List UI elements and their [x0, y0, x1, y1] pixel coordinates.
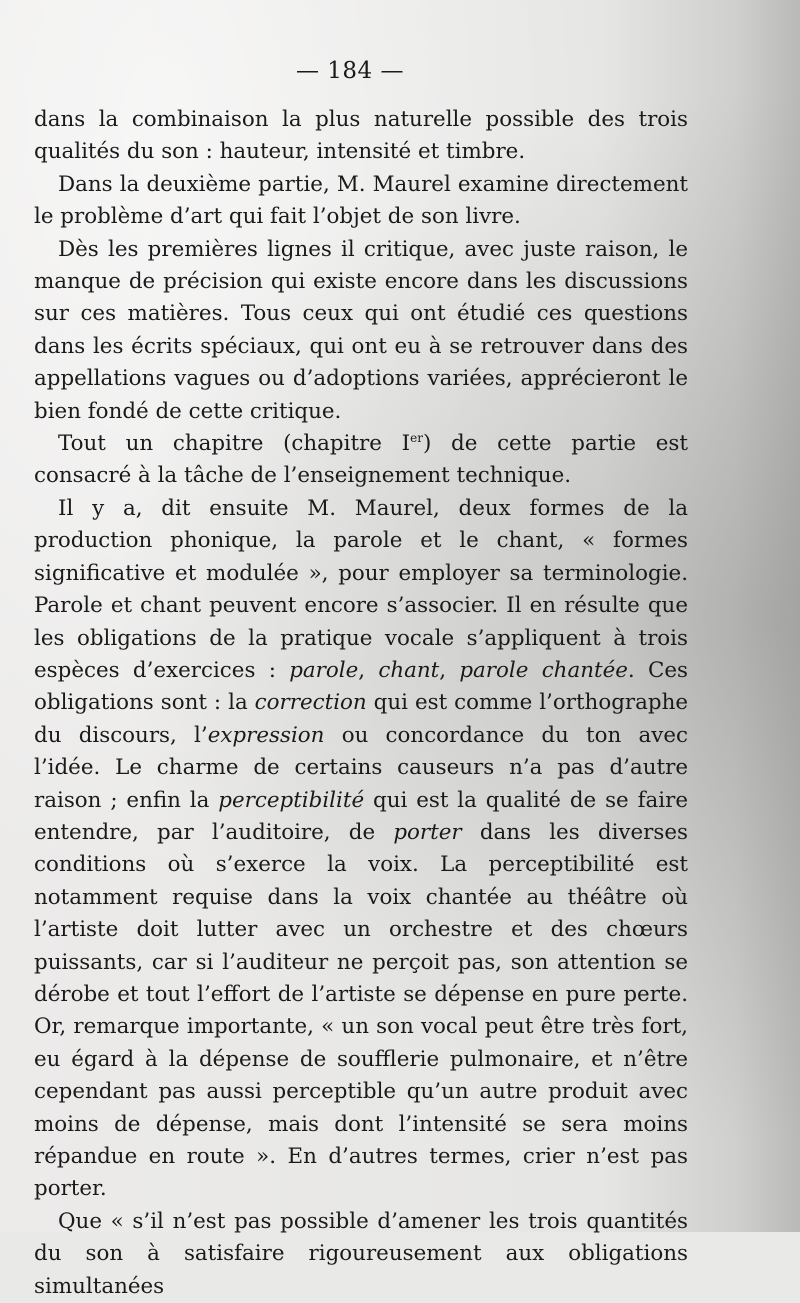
text-run: Dès les premières lignes il critique, avec juste raison, le manque de précision qui existe encore dans les discussions sur ces matières. Tous ceux qui ont étudié ces questions dans les écrits spéciaux, qui ont eu à se retrouver dans des appellations vagues ou d’adoptions variées, apprécieront le bien fondé de cette critique. [34, 236, 688, 424]
text-run: Il y a, dit ensuite M. Maurel, deux formes de la production phonique, la parole et le chant, « formes significative et modulée », pour employer sa terminologie. Parole et chant peuvent encore s’associer. Il en résulte que les obligations de la pratique vocale s’appliquent à trois espèces d’exercices : [34, 495, 688, 683]
italic-term: chant [378, 657, 440, 683]
text-run: qui est comme l’orthographe du discours, l’ [34, 690, 689, 748]
text-run: Dans la deuxième partie, M. Maurel examine directement le problème d’art qui fait l’objet de son livre. [34, 171, 688, 230]
body-text [34, 104, 688, 1303]
italic-term: porter [393, 819, 462, 845]
text-run: qui est la qualité de se faire entendre, par l’auditoire, de [34, 787, 688, 845]
text-run: ou concordance du ton avec l’idée. Le charme de certains causeurs n’a pas d’autre raison ; enfin la [34, 722, 688, 813]
text-run: Que « s’il n’est pas possible d’amener les trois quantités du son à satisfaire rigoureusement aux obligations simultanées [34, 1208, 688, 1299]
text-run: . Ces obligations sont : la [34, 657, 688, 716]
text-run: , [439, 657, 460, 683]
text-run: dans la combinaison la plus naturelle possible des trois qualités du son : hauteur, intensité et timbre. [34, 107, 688, 165]
italic-term: parole chantée [459, 657, 628, 683]
italic-term: perceptibilité [218, 787, 365, 813]
paragraph [34, 104, 688, 169]
text-run: dans les diverses conditions où s’exerce la voix. La perceptibilité est notamment requise dans la voix chantée au théâtre où l’artiste doit lutter avec un orchestre et des chœurs puissants, car si l’auditeur ne perçoit pas, son attention se dérobe et tout l’effort de l’artiste se dépense en pure perte. Or, remarque importante, « un son vocal peut être très fort, eu égard à la dépense de soufflerie pulmonaire, et n’être cependant pas aussi perceptible qu’un autre produit avec moins de dépense, mais dont l’intensité se sera moins répandue en route ». En d’autres termes, crier n’est pas porter. [34, 819, 688, 1202]
paragraph [34, 1206, 688, 1303]
italic-term: parole [289, 657, 359, 683]
text-run: ) de cette partie est consacré à la tâche de l’enseignement technique. [34, 431, 688, 489]
paragraph [34, 428, 688, 493]
italic-term: correction [254, 690, 367, 716]
paragraph [34, 169, 688, 234]
superscript: er [410, 430, 423, 445]
paragraph [34, 234, 688, 428]
text-run: , [358, 657, 379, 683]
text-run: Tout un chapitre (chapitre I [58, 431, 411, 457]
italic-term: expression [207, 722, 325, 748]
page-number: — 184 — [295, 58, 405, 84]
paragraph [34, 493, 688, 1206]
